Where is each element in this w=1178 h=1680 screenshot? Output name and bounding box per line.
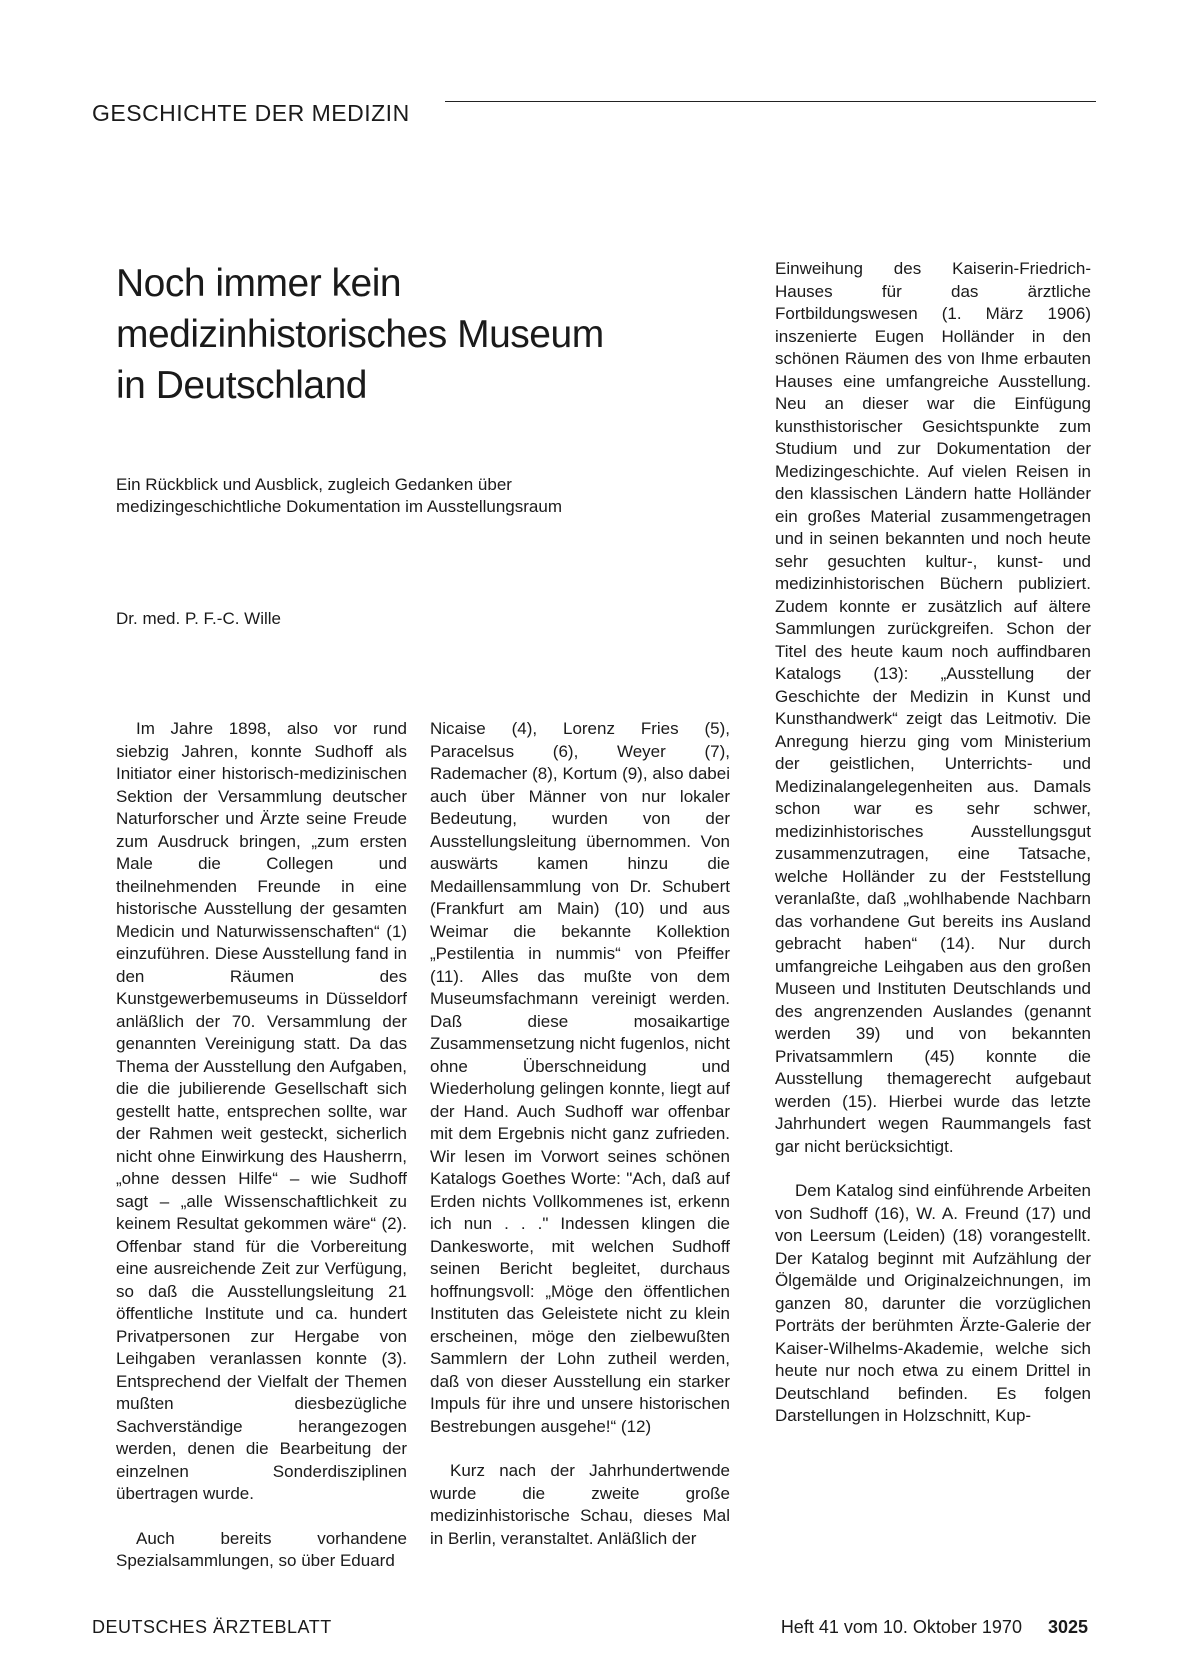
author-byline: Dr. med. P. F.-C. Wille [116,609,281,628]
journal-name: DEUTSCHES ÄRZTEBLATT [92,1617,332,1637]
page-number: 3025 [1047,1617,1088,1637]
footer-issue-info [781,1617,1088,1638]
article-subtitle [116,474,736,518]
issue-date: Heft 41 vom 10. Oktober 1970 [780,1617,1022,1637]
paragraph: Dem Katalog sind einführende Arbeiten von Sudhoff (16), W. A. Freund (17) und von Leersum (Leiden) (18) vorangestellt. Der Katalog beginnt mit Aufzählung der Ölgemälde und Originalzeichnungen, im ganzen 80, darunter die vorzüglichen Porträts der berühmten Ärzte-Galerie der Kaiser-Wilhelms-Akademie, welche sich heute nur noch etwa zu einem Drittel in Deutschland befinden. Es folgen Darstellungen in Holzschnitt, Kup- [775,1181,1091,1425]
article-title [116,258,736,411]
title-line: in Deutschland [116,364,367,407]
title-line: medizinhistorisches Museum [116,313,604,356]
text-column-2 [430,718,730,1550]
header-rule [445,101,1096,102]
paragraph: Nicaise (4), Lorenz Fries (5), Paracelsus (6), Weyer (7), Rademacher (8), Kortum (9), also dabei auch über Männer von nur lokaler Bedeutung, wurden von der Ausstellungsleitung übernommen. Von auswärts kamen hinzu die Medaillensammlung von Dr. Schubert (Frankfurt am Main) (10) und aus Weimar die bekannte Kollektion „Pestilentia in nummis“ von Pfeiffer (11). Alles das mußte von dem Museumsfachmann vereinigt werden. Daß diese mosaikartige Zusammensetzung nicht fugenlos, nicht ohne Überschneidung und Wiederholung gelingen konnte, liegt auf der Hand. Auch Sudhoff war offenbar mit dem Ergebnis nicht ganz zufrieden. Wir lesen im Vorwort seines schönen Katalogs Goethes Worte: "Ach, daß auf Erden nichts Vollkommenes ist, erkenn ich nun . . ." Indessen klingen die Dankesworte, mit welchen Sudhoff seinen Bericht begleitet, durchaus hoffnungsvoll: „Möge den öffentlichen Instituten das Geleistete nicht zu klein erscheinen, möge den zielbewußten Sammlern der Lohn zutheil werden, daß von dieser Ausstellung ein starker Impuls für ihre und unsere historischen Bestrebungen ausgehe!“ (12) [430,719,730,1436]
paragraph: Einweihung des Kaiserin-Friedrich-Hauses für das ärztliche Fortbildungswesen (1. März 1906) inszenierte Eugen Holländer in den schönen Räumen des von Ihme erbauten Hauses eine umfangreiche Ausstellung. Neu an dieser war die Einfügung kunsthistorischer Gesichtspunkte zum Studium und zur Dokumentation der Medizingeschichte. Auf vielen Reisen in den klassischen Ländern hatte Holländer ein großes Material zusammengetragen und in seinen bekannten und noch heute sehr gesuchten kultur-, kunst- und medizinhistorischen Büchern publiziert. Zudem konnte er zusätzlich auf ältere Sammlungen zurückgreifen. Schon der Titel des heute kaum noch auffindbaren Katalogs (13): „Ausstellung der Geschichte der Medizin in Kunst und Kunsthandwerk“ zeigt das Leitmotiv. Die Anregung hierzu ging vom Ministerium der geistlichen, Unterrichts- und Medizinalangelegenheiten aus. Damals schon war es sehr schwer, medizinhistorisches Ausstellungsgut zusammenzutragen, eine Tatsache, welche Holländer zu der Feststellung veranlaßte, daß „wohlhabende Nachbarn das vorhandene Gut bereits ins Ausland gebracht haben“ (14). Nur durch umfangreiche Leihgaben aus den großen Museen und Instituten Deutschlands und des angrenzenden Auslandes (genannt werden 39) und von bekannten Privatsammlern (45) konnte die Ausstellung themagerecht aufgebaut werden (15). Hierbei wurde das letzte Jahrhundert wegen Raummangels fast gar nicht berücksichtigt. [775,259,1091,1156]
title-line: Noch immer kein [116,262,402,305]
paragraph: Im Jahre 1898, also vor rund siebzig Jahren, konnte Sudhoff als Initiator einer historisch-medizinischen Sektion der Versammlung deutscher Naturforscher und Ärzte seine Freude zum Ausdruck bringen, „zum ersten Male die Collegen und theilnehmenden Freunde in eine historische Ausstellung der gesamten Medicin und Naturwissenschaften“ (1) einzuführen. Diese Ausstellung fand in den Räumen des Kunstgewerbemuseums in Düsseldorf anläßlich der 70. Versammlung der genannten Vereinigung statt. Da das Thema der Ausstellung den Aufgaben, die die jubilierende Gesellschaft sich gestellt hatte, entsprechen sollte, war der Rahmen weit gesteckt, sicherlich nicht ohne Einwirkung des Hausherrn, „ohne dessen Hilfe“ – wie Sudhoff sagt – „alle Wissenschaftlichkeit zu keinem Resultat gekommen wäre“ (2). Offenbar stand für die Vorbereitung eine ausreichende Zeit zur Verfügung, so daß die Ausstellungsleitung 21 öffentliche Institute und ca. hundert Privatpersonen zur Hergabe von Leihgaben veranlassen konnte (3). Entsprechend der Vielfalt der Themen mußten diesbezügliche Sachverständige herangezogen werden, denen die Bearbeitung der einzelnen Sonderdisziplinen übertragen wurde. [116,719,407,1503]
subtitle-line: Ein Rückblick und Ausblick, zugleich Gedanken über [116,475,512,494]
section-heading: GESCHICHTE DER MEDIZIN [92,100,410,126]
text-column-3 [775,258,1091,1428]
subtitle-line: medizingeschichtliche Dokumentation im Ausstellungsraum [116,497,562,516]
text-column-1 [116,718,407,1573]
paragraph: Kurz nach der Jahrhundertwende wurde die zweite große medizinhistorische Schau, dieses Mal in Berlin, veranstaltet. Anläßlich der [430,1461,730,1548]
paragraph: Auch bereits vorhandene Spezialsammlungen, so über Eduard [116,1528,407,1570]
